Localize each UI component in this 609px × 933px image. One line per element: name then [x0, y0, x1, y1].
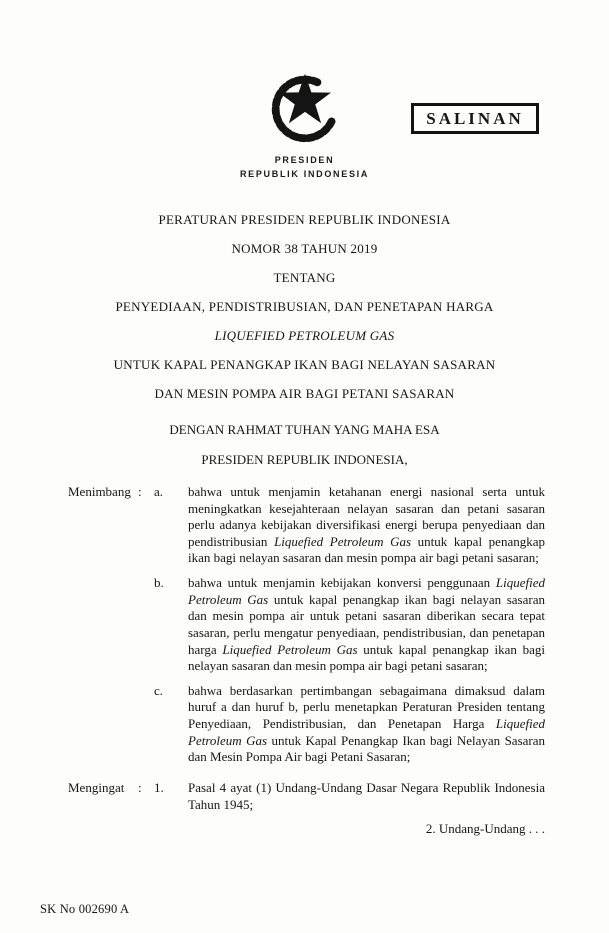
menimbang-row-b — [68, 575, 545, 675]
subject-line-1: PENYEDIAAN, PENDISTRIBUSIAN, DAN PENETAPAN HARGA — [115, 298, 494, 314]
preamble-grace-line: DENGAN RAHMAT TUHAN YANG MAHA ESA — [169, 421, 440, 437]
salinan-stamp — [411, 103, 539, 134]
item-marker-b: b. — [154, 575, 164, 590]
mengingat-item-1-text: Pasal 4 ayat (1) Undang-Undang Dasar Negara Republik Indonesia Tahun 1945; — [188, 779, 545, 812]
menimbang-row-a — [68, 484, 545, 567]
preamble-president-line: PRESIDEN REPUBLIK INDONESIA, — [201, 451, 408, 467]
menimbang-item-a-text: bahwa untuk menjamin ketahanan energi nasional serta untuk meningkatkan kesejahteraan nelayan sasaran dan petani sasaran perlu adanya kebijakan diversifikasi energi berupa penyediaan dan pendistribusian Liquefied Petroleum Gas untuk kapal penangkap ikan bagi nelayan sasaran dan mesin pompa air bagi petani sasaran; — [188, 483, 545, 566]
salinan-label: SALINAN — [426, 108, 524, 128]
preamble — [0, 422, 609, 468]
tentang-label: TENTANG — [273, 269, 336, 285]
menimbang-item-b-text: bahwa untuk menjamin kebijakan konversi penggunaan Liquefied Petroleum Gas untuk kapal penangkap ikan bagi nelayan sasaran dan mesin pompa air untuk petani sasaran diberikan secara tepat sasaran, perlu mengatur penyediaan, pendistribusian, dan penetapan harga Liquefied Petroleum Gas untuk kapal penangkap ikan bagi nelayan sasaran dan mesin pompa air bagi petani sasaran; — [188, 575, 545, 674]
letterhead-line-republik: REPUBLIK INDONESIA — [239, 168, 370, 179]
title-block — [0, 212, 609, 402]
letterhead — [0, 154, 609, 182]
spacer-cell — [138, 683, 154, 766]
presidential-star-seal-icon — [260, 62, 350, 150]
letterhead-line-presiden: PRESIDEN — [274, 155, 335, 165]
menimbang-label: Menimbang — [68, 483, 131, 499]
spacer-cell — [68, 575, 138, 675]
item-marker-1: 1. — [154, 779, 164, 795]
menimbang-colon: : — [138, 483, 142, 499]
menimbang-item-c-text: bahwa berdasarkan pertimbangan sebagaimana dimaksud dalam huruf a dan huruf b, perlu menetapkan Peraturan Presiden tentang Penyediaan, Pendistribusian, dan Penetapan Harga Liquefied Petroleum Gas untuk Kapal Penangkap Ikan bagi Nelayan Sasaran dan Mesin Pompa Air bagi Petani Sasaran; — [188, 682, 545, 765]
subject-line-3: UNTUK KAPAL PENANGKAP IKAN BAGI NELAYAN SASARAN — [113, 356, 496, 372]
document-body — [68, 484, 545, 813]
subject-line-2-lpg: LIQUEFIED PETROLEUM GAS — [214, 327, 395, 343]
subject-line-4: DAN MESIN POMPA AIR BAGI PETANI SASARAN — [154, 385, 455, 401]
item-marker-a: a. — [154, 483, 164, 499]
mengingat-row-1 — [68, 780, 545, 813]
page-continuation-catchword: 2. Undang-Undang . . . — [425, 821, 545, 837]
mengingat-label: Mengingat — [68, 779, 125, 795]
regulation-number: NOMOR 38 TAHUN 2019 — [231, 240, 378, 256]
menimbang-row-c — [68, 683, 545, 766]
spacer-cell — [68, 683, 138, 766]
document-control-number: SK No 002690 A — [40, 902, 130, 916]
regulation-title: PERATURAN PRESIDEN REPUBLIK INDONESIA — [158, 211, 451, 227]
item-marker-c: c. — [154, 682, 164, 698]
spacer-cell — [138, 575, 154, 675]
mengingat-colon: : — [138, 779, 142, 795]
